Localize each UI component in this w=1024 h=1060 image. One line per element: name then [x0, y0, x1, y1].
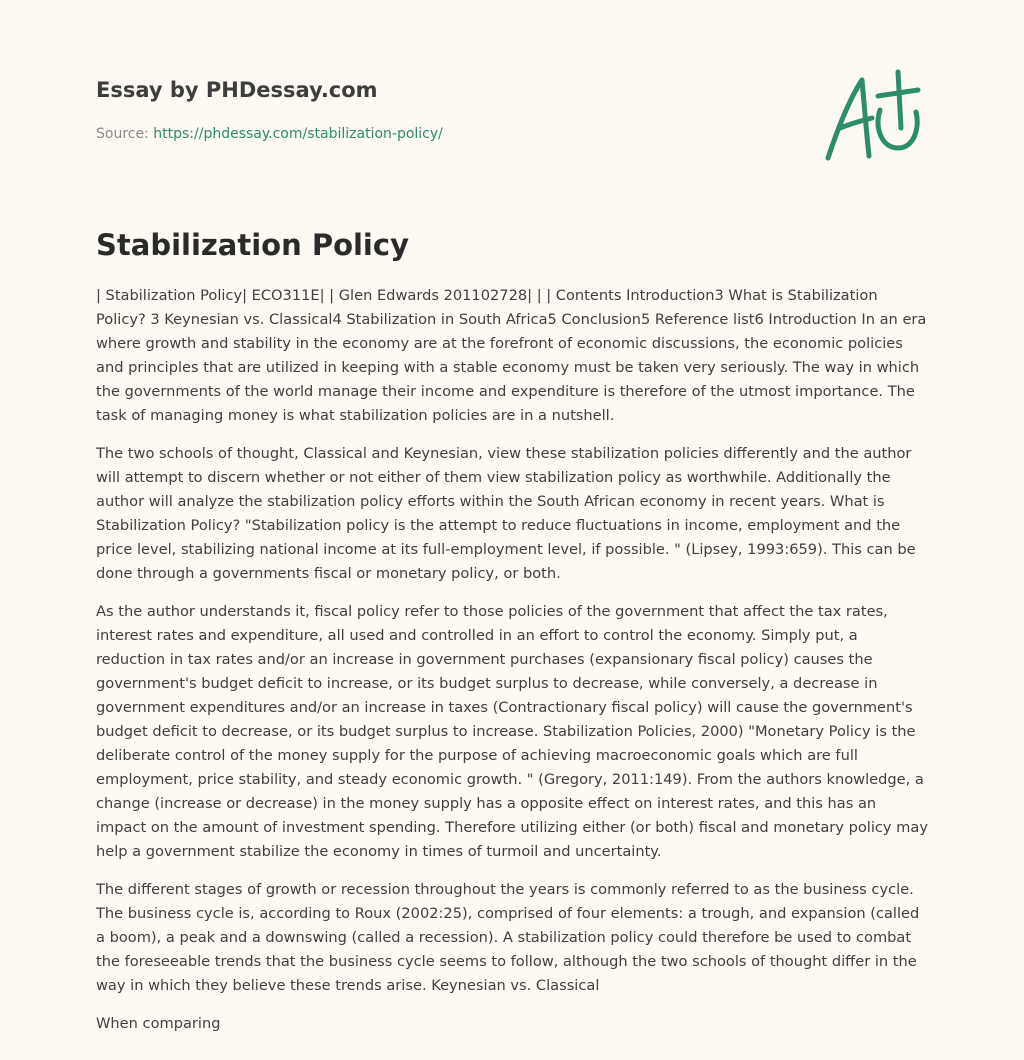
essay-body	[96, 284, 928, 1050]
a-plus-grade-icon	[818, 66, 930, 166]
source-label: Source:	[96, 126, 154, 142]
essay-header	[96, 76, 696, 144]
source-line	[96, 124, 696, 144]
essay-title: Stabilization Policy	[96, 228, 409, 262]
site-brand: Essay by PHDessay.com	[96, 78, 378, 102]
essay-paragraph: When comparing	[96, 1015, 221, 1032]
essay-paragraph: | Stabilization Policy| ECO311E| | Glen Edwards 201102728| | | Contents Introduction3 What is Stabilization Policy? 3 Keynesian vs. Classical4 Stabilization in South Africa5 Conclusion5 Reference list6 Introduction In an era where growth and stability in the economy are at the forefront of economic discussions, the economic policies and principles that are utilized in keeping with a stable economy must be taken very seriously. The way in which the governments of the world manage their income and expenditure is therefore of the utmost importance. The task of managing money is what stabilization policies are in a nutshell.	[96, 287, 927, 424]
essay-paragraph: As the author understands it, fiscal policy refer to those policies of the government that affect the tax rates, interest rates and expenditure, all used and controlled in an effort to control the economy. Simply put, a reduction in tax rates and/or an increase in government purchases (expansionary fiscal policy) causes the government's budget deficit to increase, or its budget surplus to decrease, while conversely, a decrease in government expenditures and/or an increase in taxes (Contractionary fiscal policy) will cause the government's budget deficit to decrease, or its budget surplus to increase. Stabilization Policies, 2000) "Monetary Policy is the deliberate control of the money supply for the purpose of achieving macroeconomic goals which are full employment, price stability, and steady economic growth. " (Gregory, 2011:149). From the authors knowledge, a change (increase or decrease) in the money supply has a opposite effect on interest rates, and this has an impact on the amount of investment spending. Therefore utilizing either (or both) fiscal and monetary policy may help a government stabilize the economy in times of turmoil and uncertainty.	[96, 603, 928, 860]
source-link[interactable]: https://phdessay.com/stabilization-policy/	[153, 126, 443, 142]
essay-paragraph: The different stages of growth or recession throughout the years is commonly referred to as the business cycle. The business cycle is, according to Roux (2002:25), comprised of four elements: a trough, and expansion (called a boom), a peak and a downswing (called a recession). A stabilization policy could therefore be used to combat the foreseeable trends that the business cycle seems to follow, although the two schools of thought differ in the way in which they believe these trends arise. Keynesian vs. Classical	[96, 881, 920, 994]
essay-paragraph: The two schools of thought, Classical and Keynesian, view these stabilization policies differently and the author will attempt to discern whether or not either of them view stabilization policy as worthwhile. Additionally the author will analyze the stabilization policy efforts within the South African economy in recent years. What is Stabilization Policy? "Stabilization policy is the attempt to reduce fluctuations in income, employment and the price level, stabilizing national income at its full-employment level, if possible. " (Lipsey, 1993:659). This can be done through a governments fiscal or monetary policy, or both.	[96, 445, 916, 582]
